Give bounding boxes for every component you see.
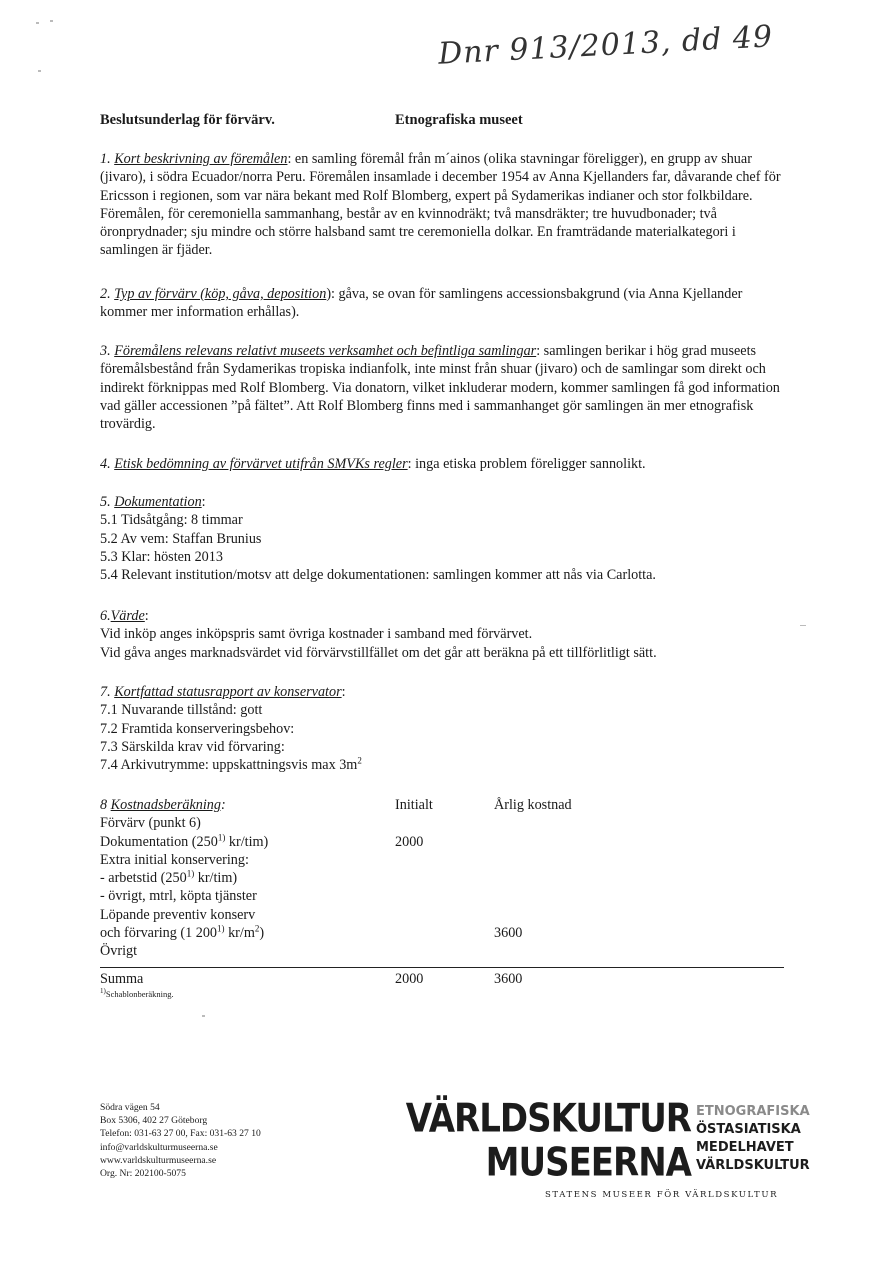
section-number: 7. [100,684,111,700]
section-line: 5.2 Av vem: Staffan Brunius [100,530,262,547]
section-heading: Etisk bedömning av förvärvet utifrån SMVKs regler [114,456,408,472]
section-6 [100,607,657,662]
section-line: Vid inköp anges inköpspris samt övriga kostnader i samband med förvärvet. [100,626,533,643]
section-2 [100,285,790,322]
section-heading: Kort beskrivning av föremålen [114,151,288,167]
museum-logo [405,1095,810,1203]
section-number: 6. [100,608,111,624]
footer-address [100,1101,261,1180]
footnote: $^{1)}$Schablonberäkning. [100,987,174,999]
section-line: 7.3 Särskilda krav vid förvaring: [100,738,285,755]
section-line: 7.1 Nuvarande tillstånd: gott [100,702,263,719]
sum-divider [100,967,784,968]
row-annual [494,851,572,869]
section-colon: : [201,494,206,510]
sum-label: Summa [100,971,144,987]
section-number: 4. [100,456,111,472]
scan-speck [800,625,806,626]
row-annual [494,887,572,905]
row-label: och förvaring (1 200$^{1)}$ $kr/m^2$) [100,923,265,942]
table-row [100,814,572,832]
section-line: 5.1 Tidsåtgång: 8 timmar [100,512,243,529]
table-header-row: 8 Kostnadsberäkning: Initialt Årlig kostnad [100,797,572,813]
section-number: 1. [100,151,111,167]
document-title: Beslutsunderlag för förvärv. [100,112,275,128]
row-annual [494,869,572,887]
row-label: Löpande preventiv konserv [100,906,256,923]
table-row [100,851,572,869]
section-number: 8 [100,797,108,813]
section-line: 5.4 Relevant institution/motsv att delge dokumentationen: samlingen kommer att nås via Carlotta. [100,567,656,584]
row-annual [494,833,572,851]
logo-museum-name: ETNOGRAFISKA [696,1104,810,1119]
section-line: 5.3 Klar: hösten 2013 [100,548,223,565]
row-label: - övrigt, mtrl, köpta tjänster [100,888,257,905]
section-text: ): gåva, se ovan för samlingens accessionsbakgrund (via Anna Kjellander kommer mer information erhållas). [100,286,743,321]
section-heading: Föremålens relevans relativt museets verksamhet och befintliga samlingar [114,343,537,359]
row-initial [395,887,494,905]
logo-museum-name: ÖSTASIATISKA [696,1122,801,1137]
row-annual [494,906,572,924]
section-line: 7.2 Framtida konserveringsbehov: [100,720,295,737]
row-annual: 3600 [494,925,523,942]
row-initial [395,851,494,869]
logo-wordmark-line2: MUSEERNA [485,1139,691,1186]
section-heading: Kortfattad statusrapport av konservator [114,684,342,700]
section-text: : inga etiska problem föreligger sannolikt. [407,456,646,472]
column-header-annual: Årlig kostnad [494,797,572,813]
row-initial [395,906,494,924]
logo-museum-name: MEDELHAVET [696,1140,794,1155]
table-row [100,924,572,942]
section-number: 3. [100,343,111,359]
museum-name: Etnografiska museet [395,112,523,128]
section-4 [100,455,790,473]
section-colon: : [341,684,346,700]
address-line: Org. Nr: 202100-5075 [100,1168,186,1180]
address-line: Box 5306, 402 27 Göteborg [100,1115,208,1127]
sum-row [100,970,522,988]
section-line: 7.4 Arkivutrymme: uppskattningsvis $\max 3m^2$ [100,755,362,774]
section-line: Vid gåva anges marknadsvärdet vid förvärvstillfället om det går att beräkna på ett tillförlitligt sätt. [100,644,657,661]
logo-museum-name: VÄRLDSKULTUR [696,1158,810,1173]
scan-speck [36,22,39,24]
row-initial [395,814,494,832]
scan-speck [38,70,41,72]
section-colon: : [144,608,149,624]
section-heading: Kostnadsberäkning [110,797,221,813]
column-header-initial: Initialt [395,797,433,813]
section-7 [100,683,362,774]
sum-initial: 2000 [395,971,424,987]
section-text: : samlingen berikar i hög grad museets föremålsbestånd från Sydamerikas tropiska indianfolk, inte minst från shuar (jivaro) och de samlingar som direkt och indirekt förknippas med Rolf Blomberg. Via donatorn, vilket inkluderar modern, kommer samlingen få god information vad gäller accessionen ”på fältet”. Att Rolf Blomberg finns med i sammanhanget gör samlingen än mer etnografisk trovärdig. [100,343,780,433]
row-initial [395,869,494,887]
row-initial: 2000 [395,833,424,850]
cost-table [100,796,572,961]
row-annual [494,942,572,960]
row-label: Dokumentation (250$^{1)}$ kr/tim) [100,831,269,850]
section-5 [100,493,656,584]
handwritten-registration-number: Dnr 913/2013, dd 49 [437,19,774,72]
section-1 [100,150,790,260]
section-heading: Typ av förvärv (köp, gåva, deposition [114,286,327,302]
scan-speck [202,1015,205,1017]
table-row [100,906,572,924]
row-initial [395,924,494,942]
table-row [100,942,572,960]
row-initial [395,942,494,960]
section-text: : en samling föremål från m´ainos (olika stavningar föreligger), en grupp av shuar (jivaro), i södra Ecuador/norra Peru. Föremålen insamlade i december 1954 av Anna Kjellanders far, dåvarande chef för Ericsson i regionen, som var nära bekant med Rolf Blomberg, expert på Sydamerikas indianer och stor folkbildare. Föremålen, för ceremoniella sammanhang, består av en kvinnodräkt; två mansdräkter; tre huvudbonader; två öronprydnader; sju mindre och större halsband samt tre ceremoniella dolkar. En framträdande materialkategori i samlingen är fjäder. [100,151,781,259]
section-heading: Värde [110,608,145,624]
address-line: Telefon: 031-63 27 00, Fax: 031-63 27 10 [100,1128,261,1140]
row-label: - arbetstid (250$^{1)}$ kr/tim) [100,868,238,887]
table-row [100,833,572,851]
row-label: Övrigt [100,943,138,960]
row-annual [494,814,572,832]
address-line: Södra vägen 54 [100,1102,160,1113]
section-3 [100,342,790,433]
row-label: Extra initial konservering: [100,851,249,868]
table-row [100,869,572,887]
logo-wordmark-line1: VÄRLDSKULTUR [405,1095,691,1142]
sum-annual: 3600 [494,971,523,987]
section-number: 5. [100,494,111,510]
logo-tagline: STATENS MUSEER FÖR VÄRLDSKULTUR [545,1190,779,1200]
section-number: 2. [100,286,111,302]
scan-speck [50,20,53,22]
table-row [100,887,572,905]
row-label: Förvärv (punkt 6) [100,815,201,832]
cost-sum-table [100,970,522,988]
address-line: info@varldskulturmuseerna.se [100,1141,218,1153]
address-line: www.varldskulturmuseerna.se [100,1154,217,1166]
section-heading: Dokumentation [114,494,202,510]
